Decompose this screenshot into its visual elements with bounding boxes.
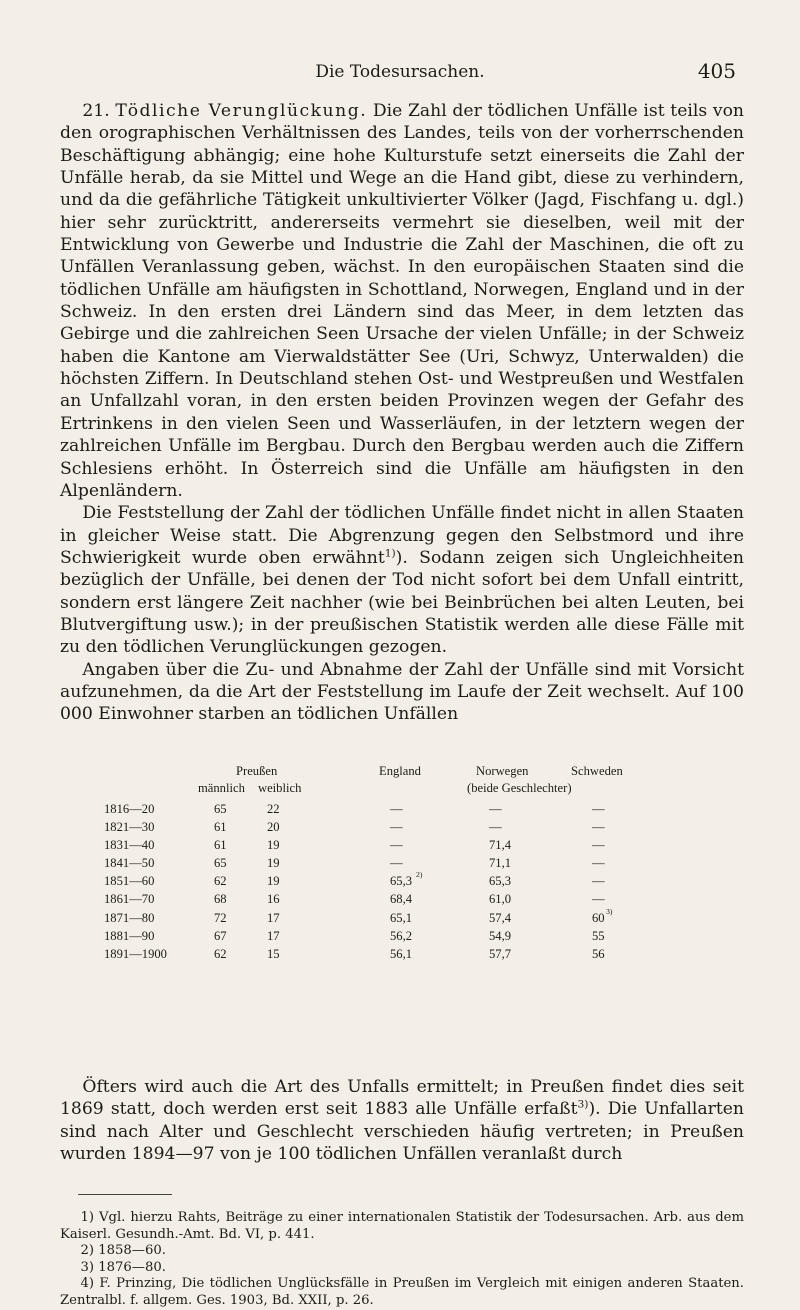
cell-maennlich: 62 [214,874,227,889]
cell-norwegen: 54,9 [489,928,512,943]
cell-schweden: — [592,820,605,835]
paragraph-4-text-b: ). Die Unfallarten sind nach Alter und Geschlecht verschieden häufig vertreten; in Preußen wurden 1894—97 von je 100 tödlichen Unfällen veranlaßt durch [60,1099,745,1165]
table-row [104,945,704,963]
header-maennlich: männlich [198,781,245,795]
paragraph-3 [60,659,744,726]
cell-england: 65,1 [390,910,413,925]
cell-maennlich: 68 [214,892,227,907]
cell-maennlich: 67 [214,928,227,943]
after-table-text [60,1076,744,1165]
cell-period: 1841—50 [104,856,155,871]
paragraph-2 [60,502,744,658]
cell-norwegen: 57,7 [489,946,512,961]
cell-weiblich: 22 [267,802,280,816]
page-number: 405 [697,59,736,83]
cell-schweden: — [592,838,605,853]
header-preussen: Preußen [236,764,278,778]
footnote-3-text: 1876—80. [98,1259,166,1275]
cell-weiblich: 19 [267,874,280,889]
cell-maennlich: 61 [214,820,227,835]
cell-norwegen: 65,3 [489,874,512,889]
paragraph-1 [60,100,744,502]
cell-norwegen: 61,0 [489,892,512,907]
cell-period: 1881—90 [104,928,155,943]
cell-england: 65,3 [390,874,413,889]
cell-maennlich: 62 [214,946,227,961]
paragraph-2-text-b: ). Sodann zeigen sich Ungleichheiten bezüglich der Unfälle, bei denen der Tod nicht sofort bei dem Unfall eintritt, sondern erst längere Zeit nachher (wie bei Beinbrüchen bei alten Leuten, bei Blutvergiftung usw.); in der preußischen Statistik werden alle diese Fälle mit zu den tödlichen Verunglückungen gezogen. [60,547,744,658]
cell-england: — [390,820,403,835]
cell-weiblich: 19 [267,838,280,853]
cell-norwegen: 71,1 [489,856,512,871]
footnote-rule [78,1194,172,1195]
cell-weiblich: 17 [267,928,280,943]
footnote-2-text: 1858—60. [98,1243,166,1259]
footnote-4-marker: 4) [80,1276,94,1292]
cell-schweden: 56 [592,946,605,961]
cell-norwegen: — [489,802,502,816]
footnote-1-text: Vgl. hierzu Rahts, Beiträge zu einer internationalen Statistik der Todesursachen. Arb. aus dem Kaiserl. Gesundh.-Amt. Bd. VI, p. 441. [60,1210,744,1242]
cell-schweden: — [592,892,605,907]
footnote-3-marker: 3) [80,1259,94,1275]
cell-schweden: — [592,856,605,871]
header-weiblich: weiblich [258,781,302,795]
paragraph-2-text-a: Die Feststellung der Zahl der tödlichen Unfälle findet nicht in allen Staaten in gleicher Weise statt. Die Abgrenzung gegen den Selbstmord und ihre Schwierigkeit wurde oben erwähnt [60,503,744,568]
table-row [104,800,704,818]
cell-period: 1851—60 [104,874,155,889]
table-row [104,818,704,836]
cell-maennlich: 72 [214,910,227,925]
footnote-4-text: F. Prinzing, Die tödlichen Unglücksfälle in Preußen im Vergleich mit einigen anderen Staaten. Zentralbl. f. allgem. Ges. 1903, Bd. XXII, p. 26. [60,1276,744,1308]
body-text [60,100,744,726]
table-row: 1851—60 62 19 65,3 2) 65,3 — [104,872,704,890]
table-row [104,927,704,945]
running-head [60,59,740,90]
cell-weiblich: 17 [267,910,280,925]
header-beide: (beide Geschlechter) [467,781,572,795]
cell-norwegen: 57,4 [489,910,512,925]
cell-weiblich: 15 [267,946,280,961]
cell-weiblich: 20 [267,820,280,835]
table-row: 1871—80 72 17 65,1 57,4 60 3) [104,909,704,927]
cell-england: — [390,838,403,853]
cell-period: 1871—80 [104,910,155,925]
footnote-ref-4: 3) [577,1097,589,1111]
cell-schweden: 60 [592,910,605,925]
cell-maennlich: 65 [214,856,227,871]
header-schweden: Schweden [571,764,623,778]
footnote-1 [60,1210,744,1243]
cell-weiblich: 19 [267,856,280,871]
paragraph-3-text: Angaben über die Zu- und Abnahme der Zahl der Unfälle sind mit Vorsicht aufzunehmen, da die Art der Feststellung im Laufe der Zeit wechselt. Auf 100 000 Einwohner starben an tödlichen Unfällen [60,659,744,725]
header-norwegen: Norwegen [476,764,529,778]
cell-period: 1891—1900 [104,946,167,961]
footnote-1-marker: 1) [80,1210,94,1225]
table-row [104,836,704,854]
accident-table [104,762,704,963]
paragraph-1-text: Die Zahl der tödlichen Unfälle ist teils von den orographischen Verhältnissen des Landes, teils von der vorherrschenden Beschäftigung abhängig; eine hohe Kulturstufe setzt einerseits die Zahl der Unfälle herab, da sie Mittel und Wege an die Hand gibt, diese zu verhindern, und da die gefährliche Tätigkeit unkultivierter Völker (Jagd, Fischfang u. dgl.) hier sehr zurücktritt, andererseits vermehrt sie dieselben, weil mit der Entwicklung von Gewerbe und Industrie die Zahl der Maschinen, die oft zu Unfällen Veranlassung geben, wächst. In den europäischen Staaten sind die tödlichen Unfälle am häufigsten in Schottland, Norwegen, England und in der Schweiz. In den ersten drei Ländern sind das Meer, in dem letzten das Gebirge und die zahlreichen Seen Ursache der vielen Unfälle; in der Schweiz haben die Kantone am Vierwaldstätter See (Uri, Schwyz, Unterwalden) die höchsten Ziffern. In Deutschland stehen Ost- und Westpreußen und Westfalen an Unfallzahl voran, in den ersten beiden Provinzen wegen der Gefahr des Ertrinkens in den vielen Seen und Wasserläufen, in der letztern wegen der zahlreichen Unfälle im Bergbau. Durch den Bergbau werden auch die Ziffern Schlesiens erhöht. In Österreich sind die Unfälle am häufigsten in den Alpenländern. [60,101,744,501]
cell-period: 1861—70 [104,892,155,907]
paragraph-4 [60,1076,744,1165]
cell-england: — [390,802,403,816]
cell-norwegen: — [489,820,502,835]
cell-norwegen: 71,4 [489,838,512,853]
running-title: Die Todesursachen. [315,62,485,82]
table-row [104,890,704,908]
section-title: Tödliche Verunglückung. [115,101,368,121]
cell-weiblich: 16 [267,892,280,907]
table-row [104,854,704,872]
cell-england: 56,2 [390,928,413,943]
cell-period: 1831—40 [104,838,155,853]
table-header [104,762,704,800]
cell-schweden: — [592,802,605,816]
cell-maennlich: 61 [214,838,227,853]
cell-maennlich: 65 [214,802,227,816]
cell-schweden: 55 [592,928,605,943]
cell-england: 56,1 [390,946,413,961]
footnote-2-marker: 2) [80,1243,94,1259]
cell-schweden: — [592,874,605,889]
footnote-ref-1: 1) [384,546,396,560]
cell-period: 1816—20 [104,802,155,816]
paragraph-4-text-a: Öfters wird auch die Art des Unfalls ermittelt; in Preußen findet dies seit 1869 statt, doch werden erst seit 1883 alle Unfälle erfaßt [60,1077,744,1120]
cell-period: 1821—30 [104,820,155,835]
section-number: 21. [82,101,110,121]
header-england: England [379,764,421,778]
table-body [104,800,704,963]
footnotes [60,1210,744,1310]
cell-england: — [390,856,403,871]
footnote-2 [60,1243,744,1260]
footnote-3 [60,1260,744,1277]
cell-england: 68,4 [390,892,413,907]
footnote-4 [60,1276,744,1309]
